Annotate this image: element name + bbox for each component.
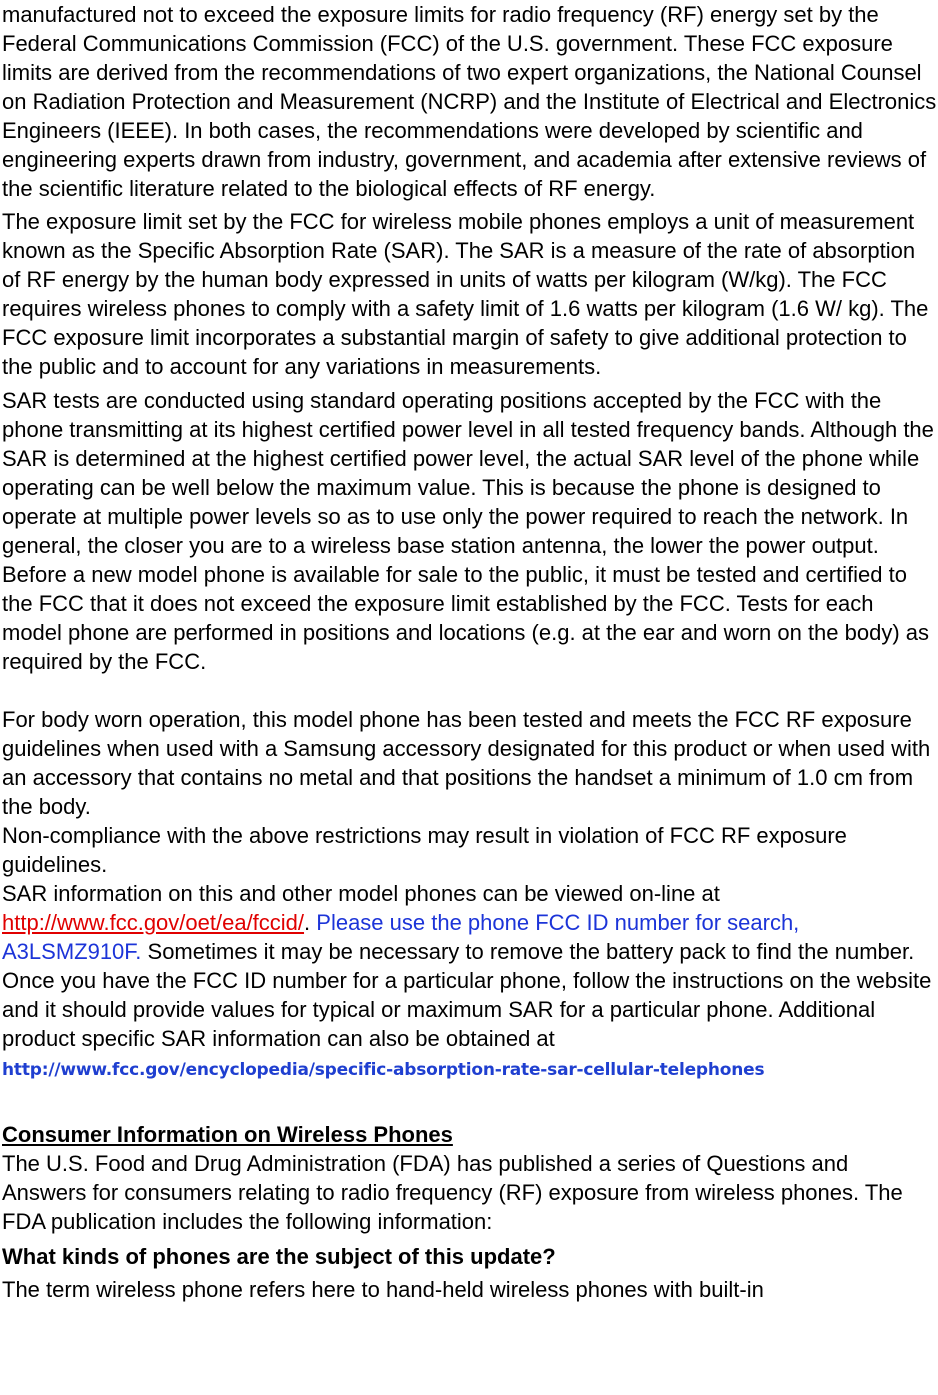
- paragraph-fcc-limits: manufactured not to exceed the exposure limits for radio frequency (RF) energy set by the Federal Communications Commission (FCC) of the U.S. government. These FCC exposure limits are derived from the recommendations of two expert organizations, the National Counsel on Radiation Protection and Measurement (NCRP) and the Institute of Electrical and Electronics Engineers (IEEE). In both cases, the recommendations were developed by scientific and engineering experts drawn from industry, government, and academia after extensive reviews of the scientific literature related to the biological effects of RF energy.: [2, 2, 937, 201]
- paragraph-non-compliance: Non-compliance with the above restrictions may result in violation of FCC RF exposure guidelines.: [2, 823, 847, 877]
- sar-info-period: .: [304, 910, 311, 935]
- paragraph-sar-definition: The exposure limit set by the FCC for wireless mobile phones employs a unit of measurement known as the Specific Absorption Rate (SAR). The SAR is a measure of the rate of absorption of RF energy by the human body expressed in units of watts per kilogram (W/kg). The FCC requires wireless phones to comply with a safety limit of 1.6 watts per kilogram (1.6 W/ kg). The FCC exposure limit incorporates a substantial margin of safety to give additional protection to the public and to account for any variations in measurements.: [2, 209, 929, 379]
- paragraph-wireless-phone-term: The term wireless phone refers here to hand-held wireless phones with built-in: [2, 1277, 764, 1302]
- section-heading: Consumer Information on Wireless Phones: [2, 1122, 453, 1147]
- paragraph-fda: The U.S. Food and Drug Administration (FDA) has published a series of Questions and Answers for consumers relating to radio frequency (RF) exposure from wireless phones. The FDA publication includes the following information:: [2, 1151, 903, 1234]
- fcc-id-link[interactable]: http://www.fcc.gov/oet/ea/fccid/: [2, 910, 305, 935]
- question-heading: What kinds of phones are the subject of this update?: [2, 1244, 556, 1269]
- paragraph-sar-info: [2, 879, 937, 1085]
- paragraph-body-worn: For body worn operation, this model phone has been tested and meets the FCC RF exposure guidelines when used with a Samsung accessory designated for this product or when used with an accessory that contains no metal and that positions the handset a minimum of 1.0 cm from the body.: [2, 707, 931, 819]
- document-page: [2, 0, 937, 1304]
- fcc-encyclopedia-link[interactable]: http://www.fcc.gov/encyclopedia/specific-absorption-rate-sar-cellular-telephones: [2, 1060, 765, 1080]
- paragraph-sar-tests: SAR tests are conducted using standard operating positions accepted by the FCC with the phone transmitting at its highest certified power level in all tested frequency bands. Although the SAR is determined at the highest certified power level, the actual SAR level of the phone while operating can be well below the maximum value. This is because the phone is designed to operate at multiple power levels so as to use only the power required to reach the network. In general, the closer you are to a wireless base station antenna, the lower the power output.: [2, 388, 934, 558]
- sar-info-rest: Sometimes it may be necessary to remove the battery pack to find the number. Once you have the FCC ID number for a particular phone, follow the instructions on the website and it should provide values for typical or maximum SAR for a particular phone. Additional product specific SAR information can also be obtained at: [2, 939, 932, 1051]
- paragraph-certification: Before a new model phone is available for sale to the public, it must be tested and certified to the FCC that it does not exceed the exposure limit established by the FCC. Tests for each model phone are performed in positions and locations (e.g. at the ear and worn on the body) as required by the FCC.: [2, 562, 930, 674]
- fcc-id-search-note: Please use the phone FCC ID number for search, A3LSMZ910F.: [2, 910, 800, 964]
- sar-info-intro: SAR information on this and other model phones can be viewed on-line at: [2, 881, 720, 906]
